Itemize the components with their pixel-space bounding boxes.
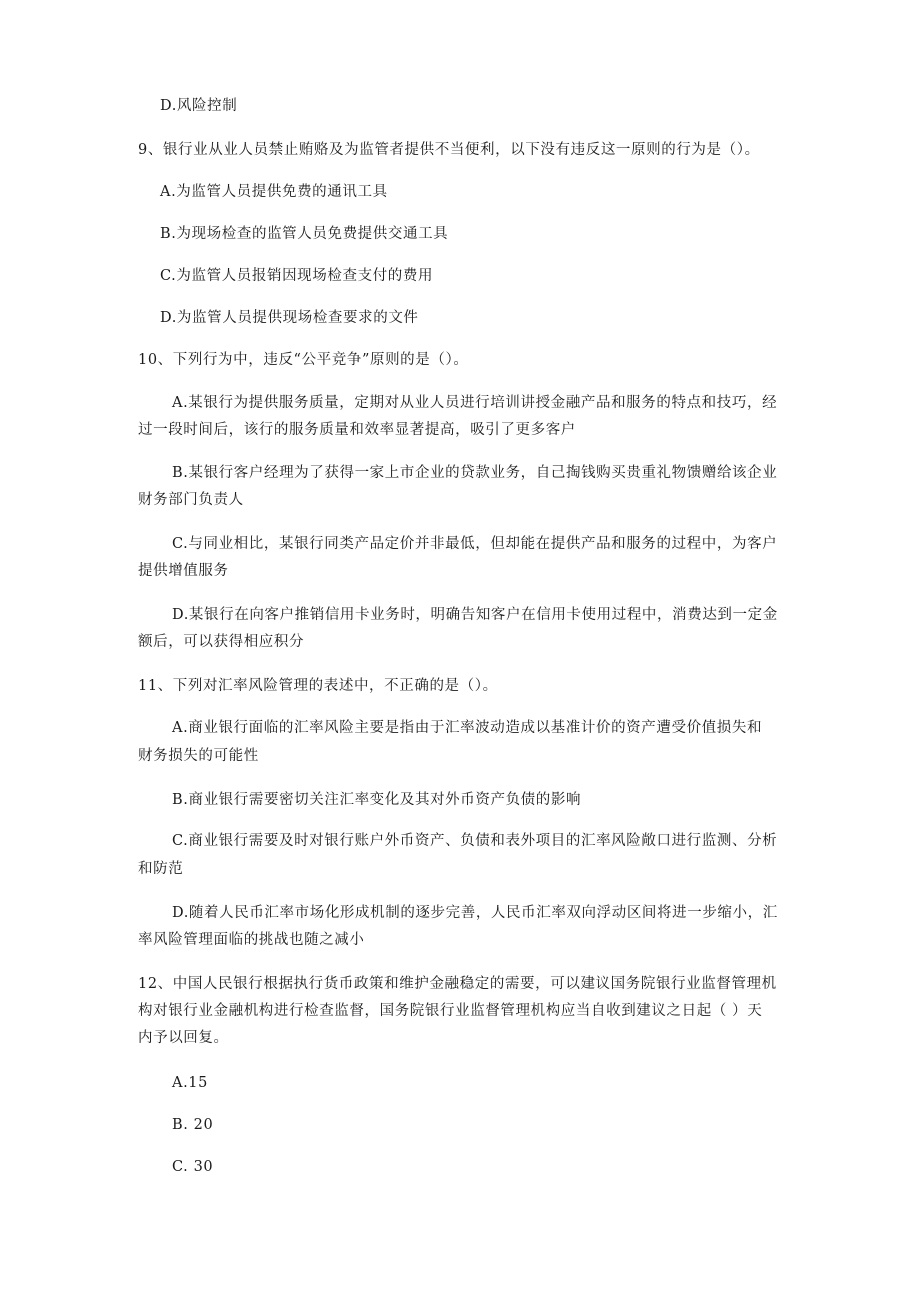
q10-option-d-line1: D.某银行在向客户推销信用卡业务时，明确告知客户在信用卡使用过程中，消费达到一定金	[172, 607, 778, 623]
q10-option-b-line2: 财务部门负责人	[138, 492, 244, 508]
q9-stem: 9、银行业从业人员禁止贿赂及为监管者提供不当便利，以下没有违反这一原则的行为是（）。	[138, 142, 760, 158]
q8-option-d: D.风险控制	[160, 98, 238, 114]
q11-option-c-line2: 和防范	[138, 861, 184, 877]
q9-option-c: C.为监管人员报销因现场检查支付的费用	[160, 268, 434, 284]
q11-option-d-line1: D.随着人民币汇率市场化形成机制的逐步完善，人民币汇率双向浮动区间将进一步缩小，汇	[172, 905, 778, 921]
q12-option-a: A.15	[172, 1075, 208, 1091]
q11-option-d-line2: 率风险管理面临的挑战也随之减小	[138, 932, 365, 948]
q12-stem-line2: 构对银行业金融机构进行检查监督，国务院银行业监督管理机构应当自收到建议之日起（ ）天	[138, 1003, 763, 1019]
q9-option-a: A.为监管人员提供免费的通讯工具	[160, 184, 388, 200]
q12-stem-line3: 内予以回复。	[138, 1030, 229, 1046]
q10-option-d-line2: 额后，可以获得相应积分	[138, 634, 305, 650]
q10-option-c-line1: C.与同业相比，某银行同类产品定价并非最低，但却能在提供产品和服务的过程中，为客户	[172, 536, 778, 552]
q11-option-a-line2: 财务损失的可能性	[138, 748, 259, 764]
q12-stem-line1: 12、中国人民银行根据执行货币政策和维护金融稳定的需要，可以建议国务院银行业监督管理机	[138, 976, 777, 992]
q10-option-b-line1: B.某银行客户经理为了获得一家上市企业的贷款业务，自己掏钱购买贵重礼物馈赠给该企业	[172, 465, 778, 481]
q12-option-b: B. 20	[172, 1117, 214, 1133]
q10-stem: 10、下列行为中，违反“公平竞争”原则的是（）。	[138, 352, 469, 368]
q11-stem: 11、下列对汇率风险管理的表述中，不正确的是（）。	[138, 678, 498, 694]
q9-option-b: B.为现场检查的监管人员免费提供交通工具	[160, 226, 449, 242]
q10-option-a-line2: 过一段时间后，该行的服务质量和效率显著提高，吸引了更多客户	[138, 422, 576, 438]
q10-option-a-line1: A.某银行为提供服务质量，定期对从业人员进行培训讲授金融产品和服务的特点和技巧，经	[172, 395, 778, 411]
q12-option-c: C. 30	[172, 1159, 214, 1175]
q11-option-b-line1: B.商业银行需要密切关注汇率变化及其对外币资产负债的影响	[172, 792, 582, 808]
q11-option-c-line1: C.商业银行需要及时对银行账户外币资产、负债和表外项目的汇率风险敞口进行监测、分析	[172, 833, 778, 849]
q10-option-c-line2: 提供增值服务	[138, 563, 229, 579]
q9-option-d: D.为监管人员提供现场检查要求的文件	[160, 310, 419, 326]
q11-option-a-line1: A.商业银行面临的汇率风险主要是指由于汇率波动造成以基准计价的资产遭受价值损失和	[172, 720, 763, 736]
